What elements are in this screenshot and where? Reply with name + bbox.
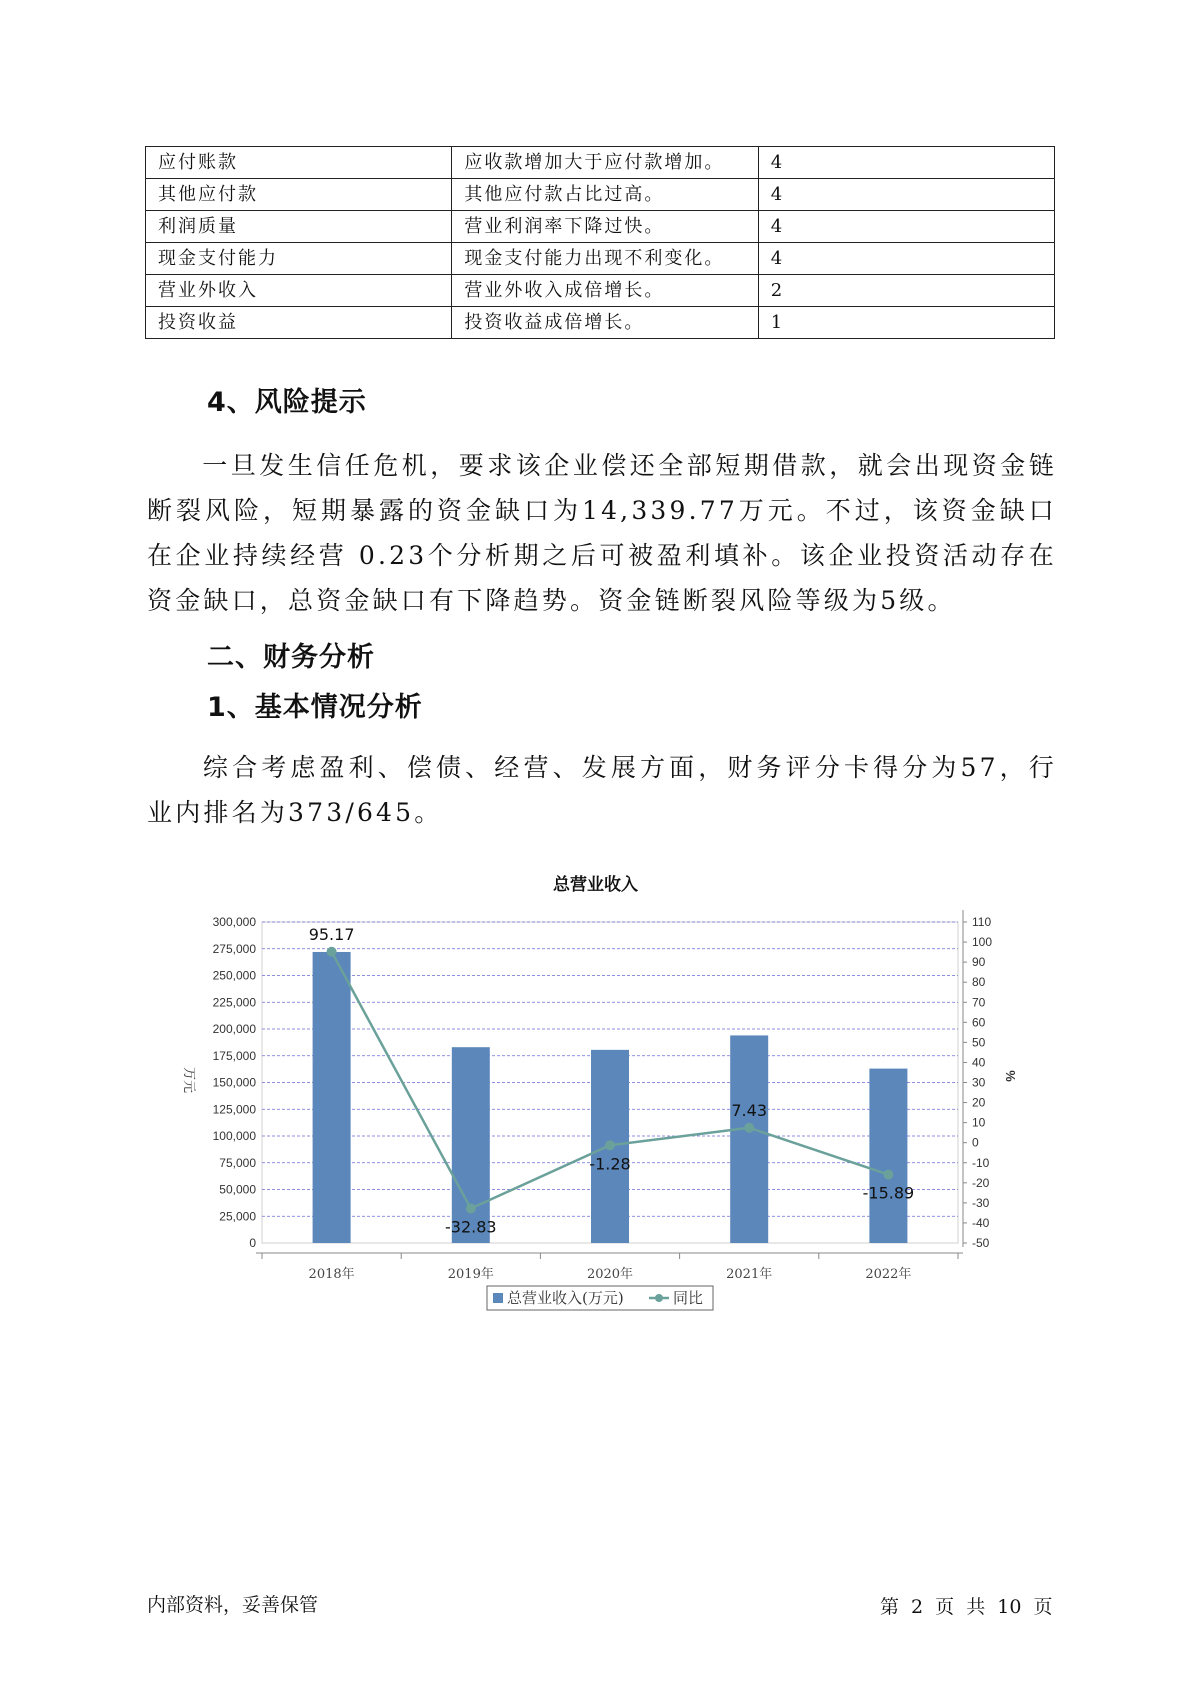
risk-item-cell: 投资收益	[146, 307, 452, 339]
risk-level-cell: 4	[758, 243, 1054, 275]
revenue-bar	[313, 952, 351, 1243]
data-label: -1.28	[589, 1154, 631, 1174]
yoy-point	[605, 1140, 615, 1150]
y-tick-label: 75,000	[219, 1155, 256, 1170]
y-tick-label: 275,000	[212, 941, 256, 956]
revenue-bar	[452, 1047, 490, 1243]
risk-desc-cell: 营业外收入成倍增长。	[452, 275, 758, 307]
x-tick-label: 2022年	[865, 1267, 912, 1282]
y2-tick-label: -10	[972, 1155, 990, 1170]
yoy-point	[883, 1170, 893, 1180]
risk-desc-cell: 其他应付款占比过高。	[452, 179, 758, 211]
risk-desc-cell: 应收款增加大于应付款增加。	[452, 147, 758, 179]
y-tick-label: 125,000	[212, 1102, 256, 1117]
y2-tick-label: 60	[972, 1015, 986, 1030]
risk-level-cell: 4	[758, 211, 1054, 243]
y2-tick-label: 20	[972, 1095, 986, 1110]
data-label: 7.43	[731, 1100, 768, 1120]
legend-line-label: 同比	[673, 1289, 704, 1307]
page-number: 第 2 页 共 10 页	[880, 1596, 1053, 1618]
risk-desc-cell: 现金支付能力出现不利变化。	[452, 243, 758, 275]
risk-item-cell: 其他应付款	[146, 179, 452, 211]
revenue-bar	[730, 1035, 768, 1243]
risk-level-cell: 2	[758, 275, 1054, 307]
y2-tick-label: -30	[972, 1195, 990, 1210]
risk-level-cell: 4	[758, 179, 1054, 211]
y2-tick-label: -40	[972, 1215, 990, 1230]
risk-desc-cell: 营业利润率下降过快。	[452, 211, 758, 243]
risk-level-cell: 4	[758, 147, 1054, 179]
y-tick-label: 25,000	[219, 1209, 256, 1224]
section-heading-basic: 1、基本情况分析	[207, 692, 423, 723]
section-heading-risk: 4、风险提示	[207, 387, 367, 418]
y-tick-label: 150,000	[212, 1075, 256, 1090]
risk-paragraph-text: 一旦发生信任危机，要求该企业偿还全部短期借款，就会出现资金链断裂风险，短期暴露的资金缺口为14,339.77万元。不过，该资金缺口在企业持续经营 0.23个分析期之后可被盈利填补。该企业投资活动存在资金缺口，总资金缺口有下降趋势。资金链断裂风险等级为5级。	[147, 451, 1057, 615]
y2-tick-label: 0	[972, 1135, 979, 1150]
y-tick-label: 50,000	[219, 1182, 256, 1197]
y-tick-label: 100,000	[212, 1129, 256, 1143]
basic-paragraph-text: 综合考虑盈利、偿债、经营、发展方面，财务评分卡得分为57，行业内排名为373/645。	[147, 753, 1057, 827]
y2-tick-label: -20	[972, 1175, 990, 1190]
section-heading-finance: 二、财务分析	[207, 642, 375, 673]
x-tick-label: 2021年	[726, 1267, 773, 1282]
y-tick-label: 300,000	[212, 915, 256, 929]
footer-note: 内部资料，妥善保管	[147, 1594, 319, 1616]
y2-tick-label: 40	[972, 1055, 986, 1070]
x-tick-label: 2018年	[308, 1267, 355, 1282]
y-axis-title: 万元	[182, 1066, 197, 1094]
y-tick-label: 250,000	[212, 968, 256, 983]
y2-tick-label: 110	[972, 915, 992, 929]
risk-item-cell: 利润质量	[146, 211, 452, 243]
risk-desc-cell: 投资收益成倍增长。	[452, 307, 758, 339]
x-tick-label: 2019年	[447, 1267, 494, 1282]
y2-tick-label: -50	[972, 1236, 990, 1250]
yoy-point	[466, 1204, 476, 1214]
legend-bar-swatch	[493, 1293, 503, 1303]
y2-tick-label: 80	[972, 975, 986, 990]
risk-item-cell: 营业外收入	[146, 275, 452, 307]
x-tick-label: 2020年	[586, 1267, 634, 1282]
y2-axis-title: %	[1003, 1070, 1018, 1082]
revenue-bar	[869, 1069, 907, 1243]
yoy-point	[744, 1123, 754, 1133]
y2-tick-label: 30	[972, 1075, 986, 1090]
y-tick-label: 225,000	[212, 995, 256, 1010]
risk-item-cell: 应付账款	[146, 147, 452, 179]
y2-tick-label: 70	[972, 995, 986, 1010]
y-tick-label: 175,000	[212, 1048, 256, 1063]
risk-item-cell: 现金支付能力	[146, 243, 452, 275]
y2-tick-label: 90	[972, 955, 986, 970]
y2-tick-label: 50	[972, 1035, 986, 1050]
chart-title: 总营业收入	[553, 875, 638, 895]
y-tick-label: 0	[249, 1236, 256, 1250]
data-label: 95.17	[308, 924, 355, 944]
legend-line-marker	[655, 1294, 663, 1302]
legend-bar-label: 总营业收入(万元)	[507, 1289, 624, 1307]
data-label: -32.83	[445, 1217, 497, 1237]
data-label: -15.89	[862, 1183, 915, 1203]
y2-tick-label: 10	[972, 1115, 986, 1130]
risk-level-cell: 1	[758, 307, 1054, 339]
yoy-point	[327, 947, 337, 957]
y2-tick-label: 100	[972, 935, 993, 950]
y-tick-label: 200,000	[212, 1022, 256, 1036]
